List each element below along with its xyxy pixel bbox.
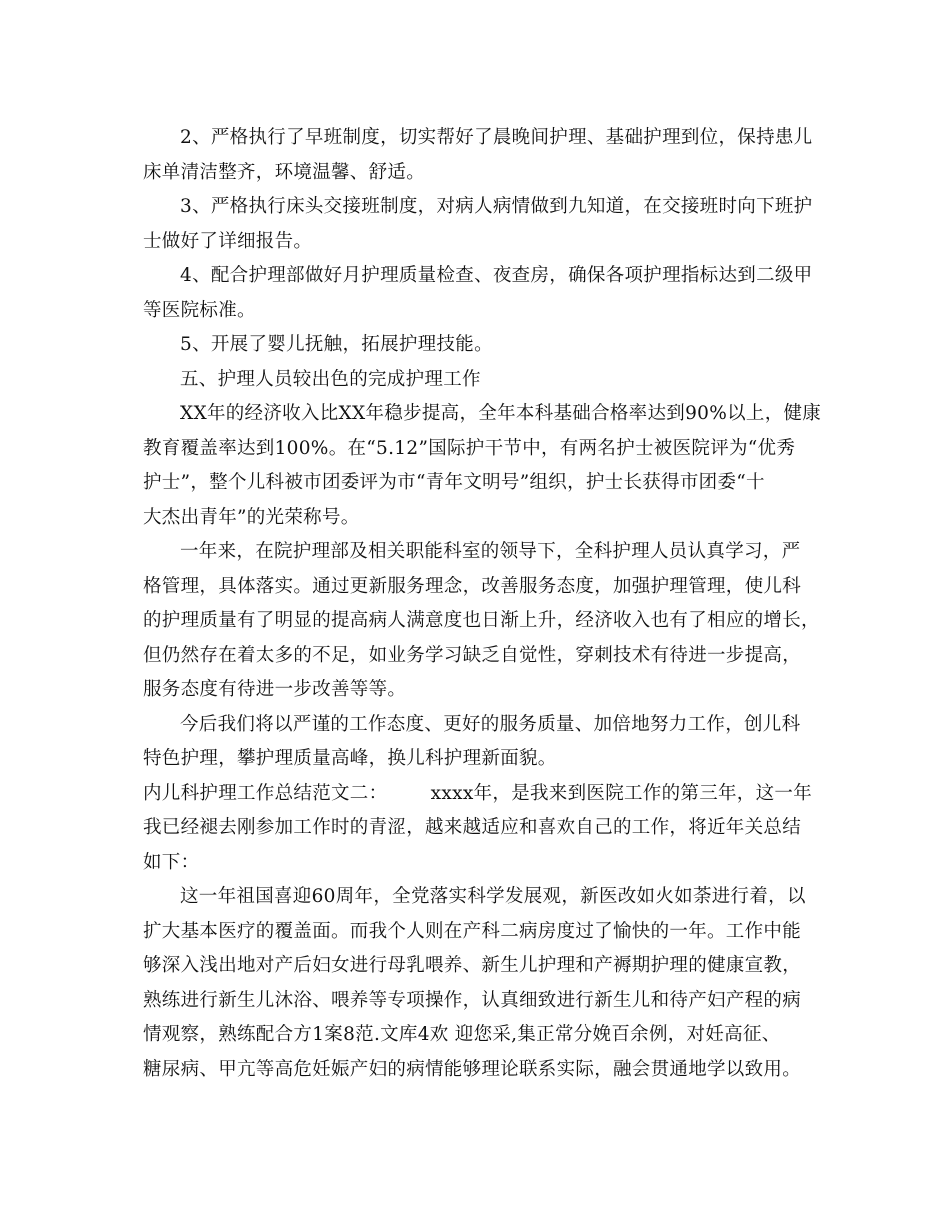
text-line: 4、配合护理部做好月护理质量检查、夜查房，确保各项护理指标达到二级甲 <box>180 265 813 286</box>
text-line: 士做好了详细报告。 <box>143 230 313 252</box>
text-line: 如下： <box>143 851 200 873</box>
text-line: 教育覆盖率达到100%。在“5.12”国际护干节中，有两名护士被医院评为“优秀 <box>143 437 796 459</box>
text-line: 大杰出青年”的光荣称号。 <box>143 506 360 528</box>
text-line: 的护理质量有了明显的提高病人满意度也日渐上升，经济收入也有了相应的增长， <box>143 610 820 631</box>
text-line: 5、开展了婴儿抚触，拓展护理技能。 <box>180 334 493 355</box>
text-line: 特色护理，攀护理质量高峰，换儿科护理新面貌。 <box>143 748 557 769</box>
text-line: 熟练进行新生儿沐浴、喂养等专项操作，认真细致进行新生儿和待产妇产程的病 <box>143 989 802 1011</box>
text-line: 这一年祖国喜迎60周年，全党落实科学发展观，新医改如火如荼进行着，以 <box>180 886 806 907</box>
document-body <box>143 121 822 1087</box>
text-line: 2、严格执行了早班制度，切实帮好了晨晚间护理、基础护理到位，保持患儿 <box>180 127 813 148</box>
text-line: 护士”，整个儿科被市团委评为市“青年文明号”组织，护士长获得市团委“十 <box>143 472 765 493</box>
text-line: 等医院标准。 <box>143 299 256 321</box>
text-line: 格管理，具体落实。通过更新服务理念，改善服务态度，加强护理管理，使儿科 <box>143 575 802 597</box>
text-line: 但仍然存在着太多的不足，如业务学习缺乏自觉性，穿刺技术有待进一步提高， <box>143 644 802 666</box>
text-line: 今后我们将以严谨的工作态度、更好的服务质量、加倍地努力工作，创儿科 <box>180 713 801 735</box>
text-line: 情观察，熟练配合方1案8范.文库4欢 迎您采,集正常分娩百余例，对妊高征、 <box>143 1024 781 1045</box>
text-line: 3、严格执行床头交接班制度，对病人病情做到九知道，在交接班时向下班护 <box>180 196 813 217</box>
section-heading: 五、护理人员较出色的完成护理工作 <box>180 368 481 390</box>
text-line: 糖尿病、甲亢等高危妊娠产妇的病情能够理论联系实际，融会贯通地学以致用。 <box>143 1058 802 1080</box>
text-line: 我已经褪去刚参加工作时的青涩，越来越适应和喜欢自己的工作，将近年关总结 <box>143 817 802 838</box>
text-line: 一年来，在院护理部及相关职能科室的领导下，全科护理人员认真学习，严 <box>180 541 801 562</box>
text-line: 够深入浅出地对产后妇女进行母乳喂养、新生儿护理和产褥期护理的健康宣教， <box>143 955 802 976</box>
text-line: 服务态度有待进一步改善等等。 <box>143 679 407 700</box>
text-line: 扩大基本医疗的覆盖面。而我个人则在产科二病房度过了愉快的一年。工作中能 <box>143 920 802 942</box>
text-line: XX年的经济收入比XX年稳步提高，全年本科基础合格率达到90%以上，健康 <box>180 403 822 424</box>
text-line: 内儿科护理工作总结范文二： xxxx年，是我来到医院工作的第三年，这一年 <box>143 782 812 804</box>
text-line: 床单清洁整齐，环境温馨、舒适。 <box>143 161 426 183</box>
